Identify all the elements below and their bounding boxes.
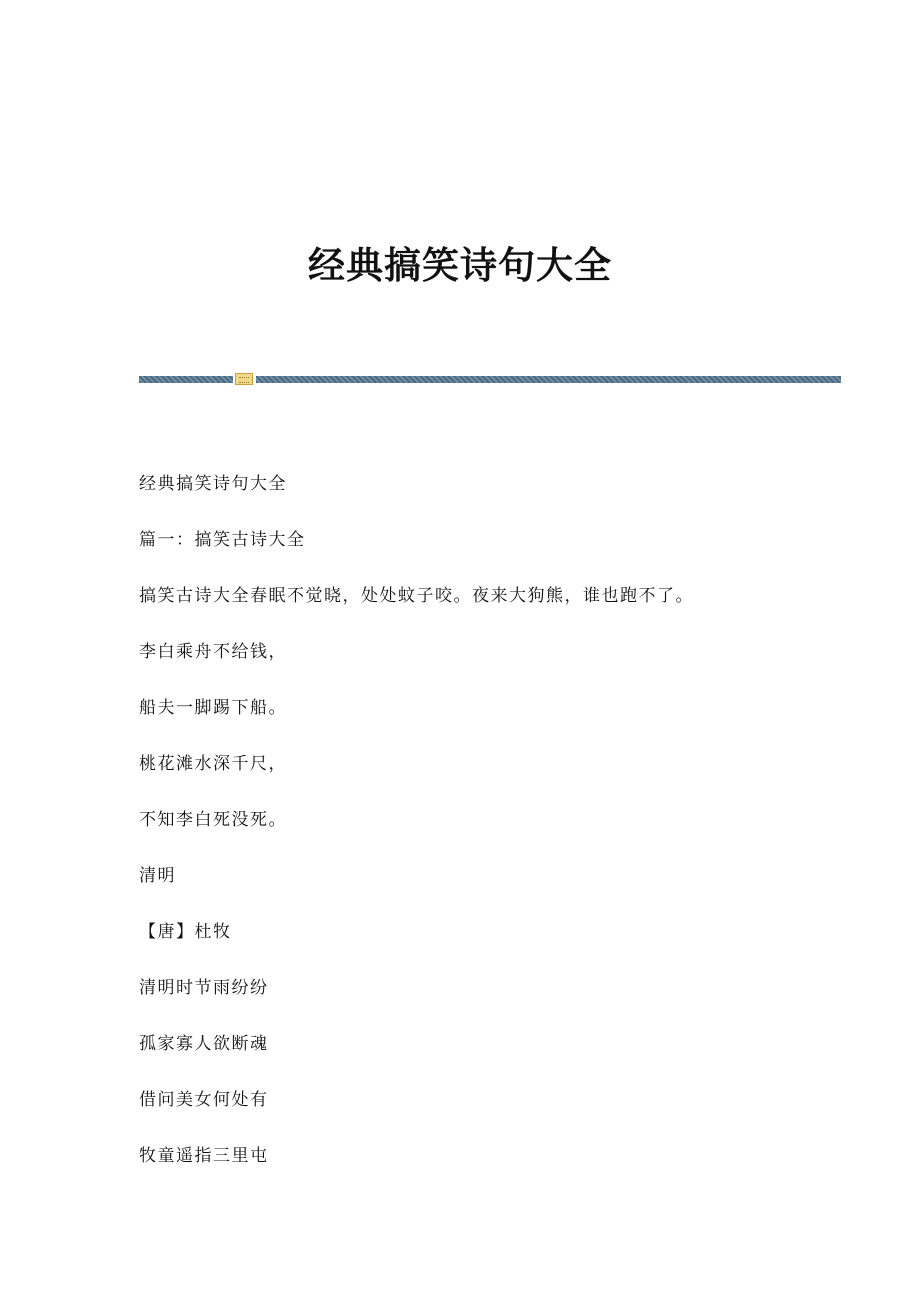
- body-line: 李白乘舟不给钱，: [139, 642, 287, 662]
- body-line: 桃花滩水深千尺，: [139, 754, 287, 774]
- page-title: 经典搞笑诗句大全: [308, 242, 612, 287]
- divider-ornament-icon: [235, 373, 253, 385]
- body-line: 牧童遥指三里屯: [139, 1146, 269, 1166]
- body-line: 【唐】杜牧: [139, 922, 232, 942]
- body-line: 孤家寡人欲断魂: [139, 1034, 269, 1054]
- body-line: 经典搞笑诗句大全: [139, 474, 287, 494]
- body-line: 篇一：搞笑古诗大全: [139, 530, 306, 550]
- document-body: [139, 470, 839, 1198]
- divider-bar-left: [139, 376, 233, 383]
- body-line: 不知李白死没死。: [139, 810, 287, 830]
- body-line: 船夫一脚踢下船。: [139, 698, 287, 718]
- body-line: 搞笑古诗大全春眠不觉晓，处处蚊子咬。夜来大狗熊，谁也跑不了。: [139, 586, 694, 606]
- title-divider: [139, 375, 841, 384]
- body-line: 清明时节雨纷纷: [139, 978, 269, 998]
- body-line: 借问美女何处有: [139, 1090, 269, 1110]
- body-line: 清明: [139, 866, 176, 886]
- divider-bar-right: [256, 376, 841, 383]
